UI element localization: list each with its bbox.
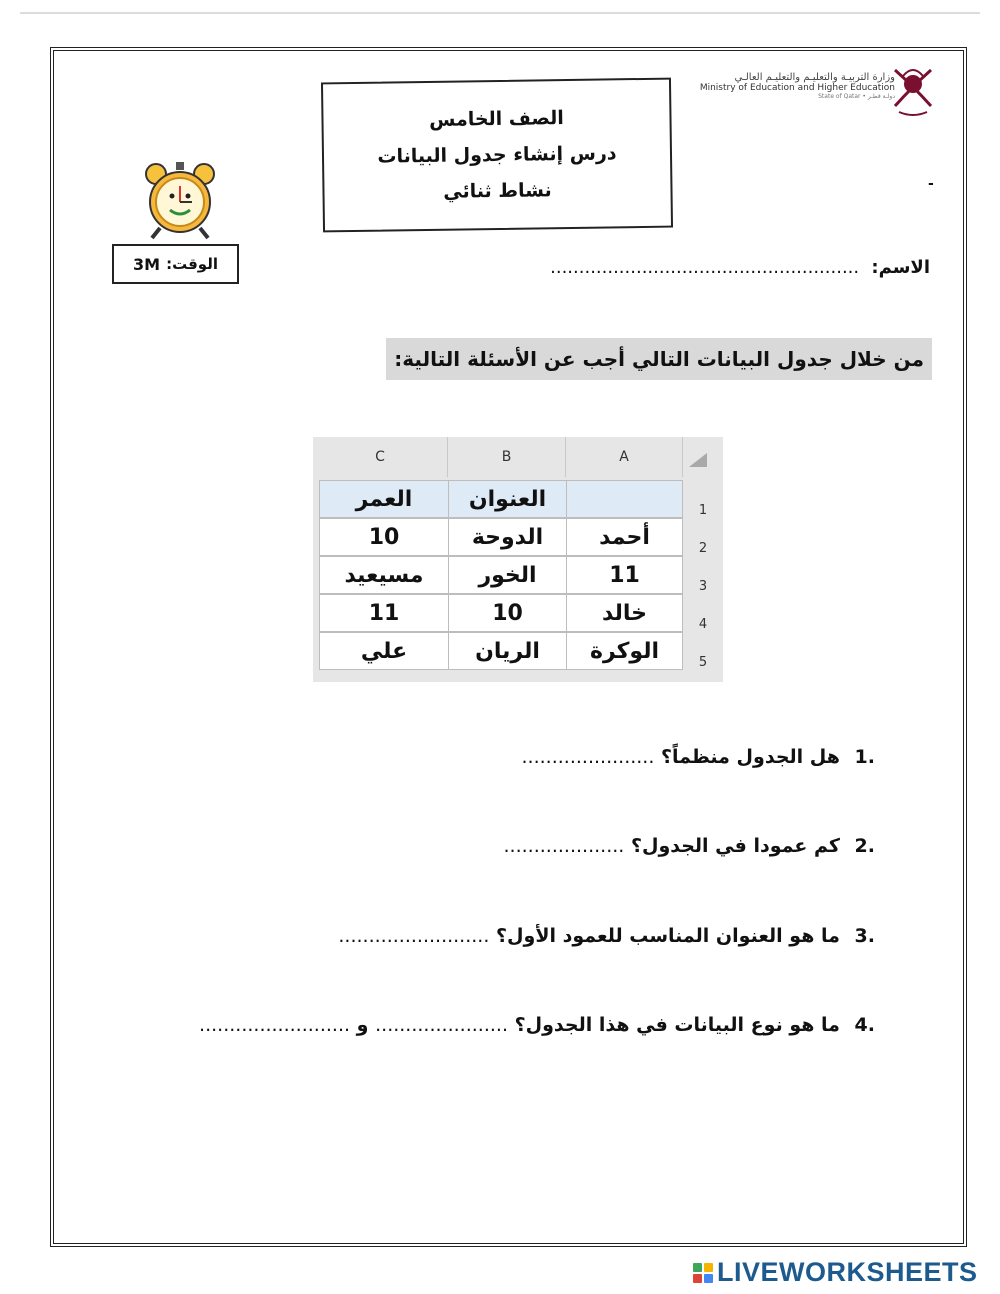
margin-dash: - [928, 176, 934, 192]
question-text: ما هو نوع البيانات في هذا الجدول؟ [514, 1014, 840, 1036]
cell-b3: الخور [448, 556, 567, 594]
name-blank[interactable]: ...................................................... [550, 257, 860, 278]
alarm-clock-icon [140, 160, 220, 240]
row-number: 1 [698, 503, 708, 518]
qatar-emblem-icon [889, 62, 937, 120]
name-field[interactable] [550, 257, 930, 278]
cell-c2: 10 [319, 518, 449, 556]
select-all-corner [683, 437, 723, 477]
answer-blank[interactable]: ......................... [338, 925, 490, 947]
cell-c3: مسيعيد [319, 556, 449, 594]
cell-a2: أحمد [566, 518, 683, 556]
row-number: 4 [698, 617, 708, 632]
cell-b5: الريان [448, 632, 567, 670]
answer-blank-2[interactable]: ......................... [199, 1014, 351, 1036]
question-4 [199, 1014, 875, 1036]
corner-triangle-icon [689, 453, 707, 467]
answer-blank[interactable]: ...................... [375, 1014, 508, 1036]
time-value: 3M [133, 254, 161, 274]
brand-square [704, 1274, 713, 1283]
question-3 [338, 925, 875, 947]
question-text: هل الجدول منظماً؟ [661, 746, 840, 768]
answer-joiner: و [356, 1014, 369, 1036]
spreadsheet-image [313, 437, 723, 682]
question-2 [504, 835, 875, 857]
question-number: 2. [854, 835, 875, 857]
cell-c5: علي [319, 632, 449, 670]
row-number: 2 [698, 541, 708, 556]
column-header-a: A [566, 437, 683, 477]
grade-title: الصف الخامس [428, 107, 565, 131]
instruction-text: من خلال جدول البيانات التالي أجب عن الأسئلة التالية: [386, 338, 932, 380]
brand-square [704, 1263, 713, 1272]
logo-english-text: Ministry of Education and Higher Education [699, 83, 895, 93]
row-number: 3 [698, 579, 708, 594]
question-number: 1. [854, 746, 875, 768]
top-divider [20, 12, 980, 14]
brand-square [693, 1263, 702, 1272]
question-text: ما هو العنوان المناسب للعمود الأول؟ [496, 925, 840, 947]
liveworksheets-logo[interactable] [693, 1257, 978, 1288]
ministry-logo [685, 62, 937, 122]
cell-c1: العمر [319, 480, 449, 518]
answer-blank[interactable]: .................... [503, 835, 625, 857]
lesson-title: درس إنشاء جدول البيانات [377, 142, 617, 168]
cell-a1 [566, 480, 683, 518]
title-box [321, 78, 673, 233]
cell-b1: العنوان [448, 480, 567, 518]
cell-a5: الوكرة [566, 632, 683, 670]
brand-text: LIVEWORKSHEETS [717, 1257, 978, 1287]
cell-a3: 11 [566, 556, 683, 594]
activity-title: نشاط ثنائي [443, 179, 552, 203]
brand-grid-icon [693, 1263, 713, 1283]
logo-arabic-text: وزارة التربيـة والتعليـم والتعليـم العالـي [734, 72, 895, 83]
logo-state-text: State of Qatar • دولـة قطـر [818, 93, 895, 100]
time-box [112, 244, 239, 284]
cell-a4: خالد [566, 594, 683, 632]
brand-square [693, 1274, 702, 1283]
cell-b2: الدوحة [448, 518, 567, 556]
answer-blank[interactable]: ...................... [521, 746, 655, 768]
name-label: الاسم: [871, 257, 930, 278]
column-header-b: B [448, 437, 566, 477]
row-number: 5 [698, 655, 708, 670]
cell-b4: 10 [448, 594, 567, 632]
question-number: 4. [854, 1014, 875, 1036]
question-text: كم عمودا في الجدول؟ [630, 835, 840, 857]
question-number: 3. [854, 925, 875, 947]
cell-c4: 11 [319, 594, 449, 632]
question-1 [522, 746, 875, 768]
time-label: الوقت: [166, 255, 218, 273]
column-header-c: C [313, 437, 448, 477]
